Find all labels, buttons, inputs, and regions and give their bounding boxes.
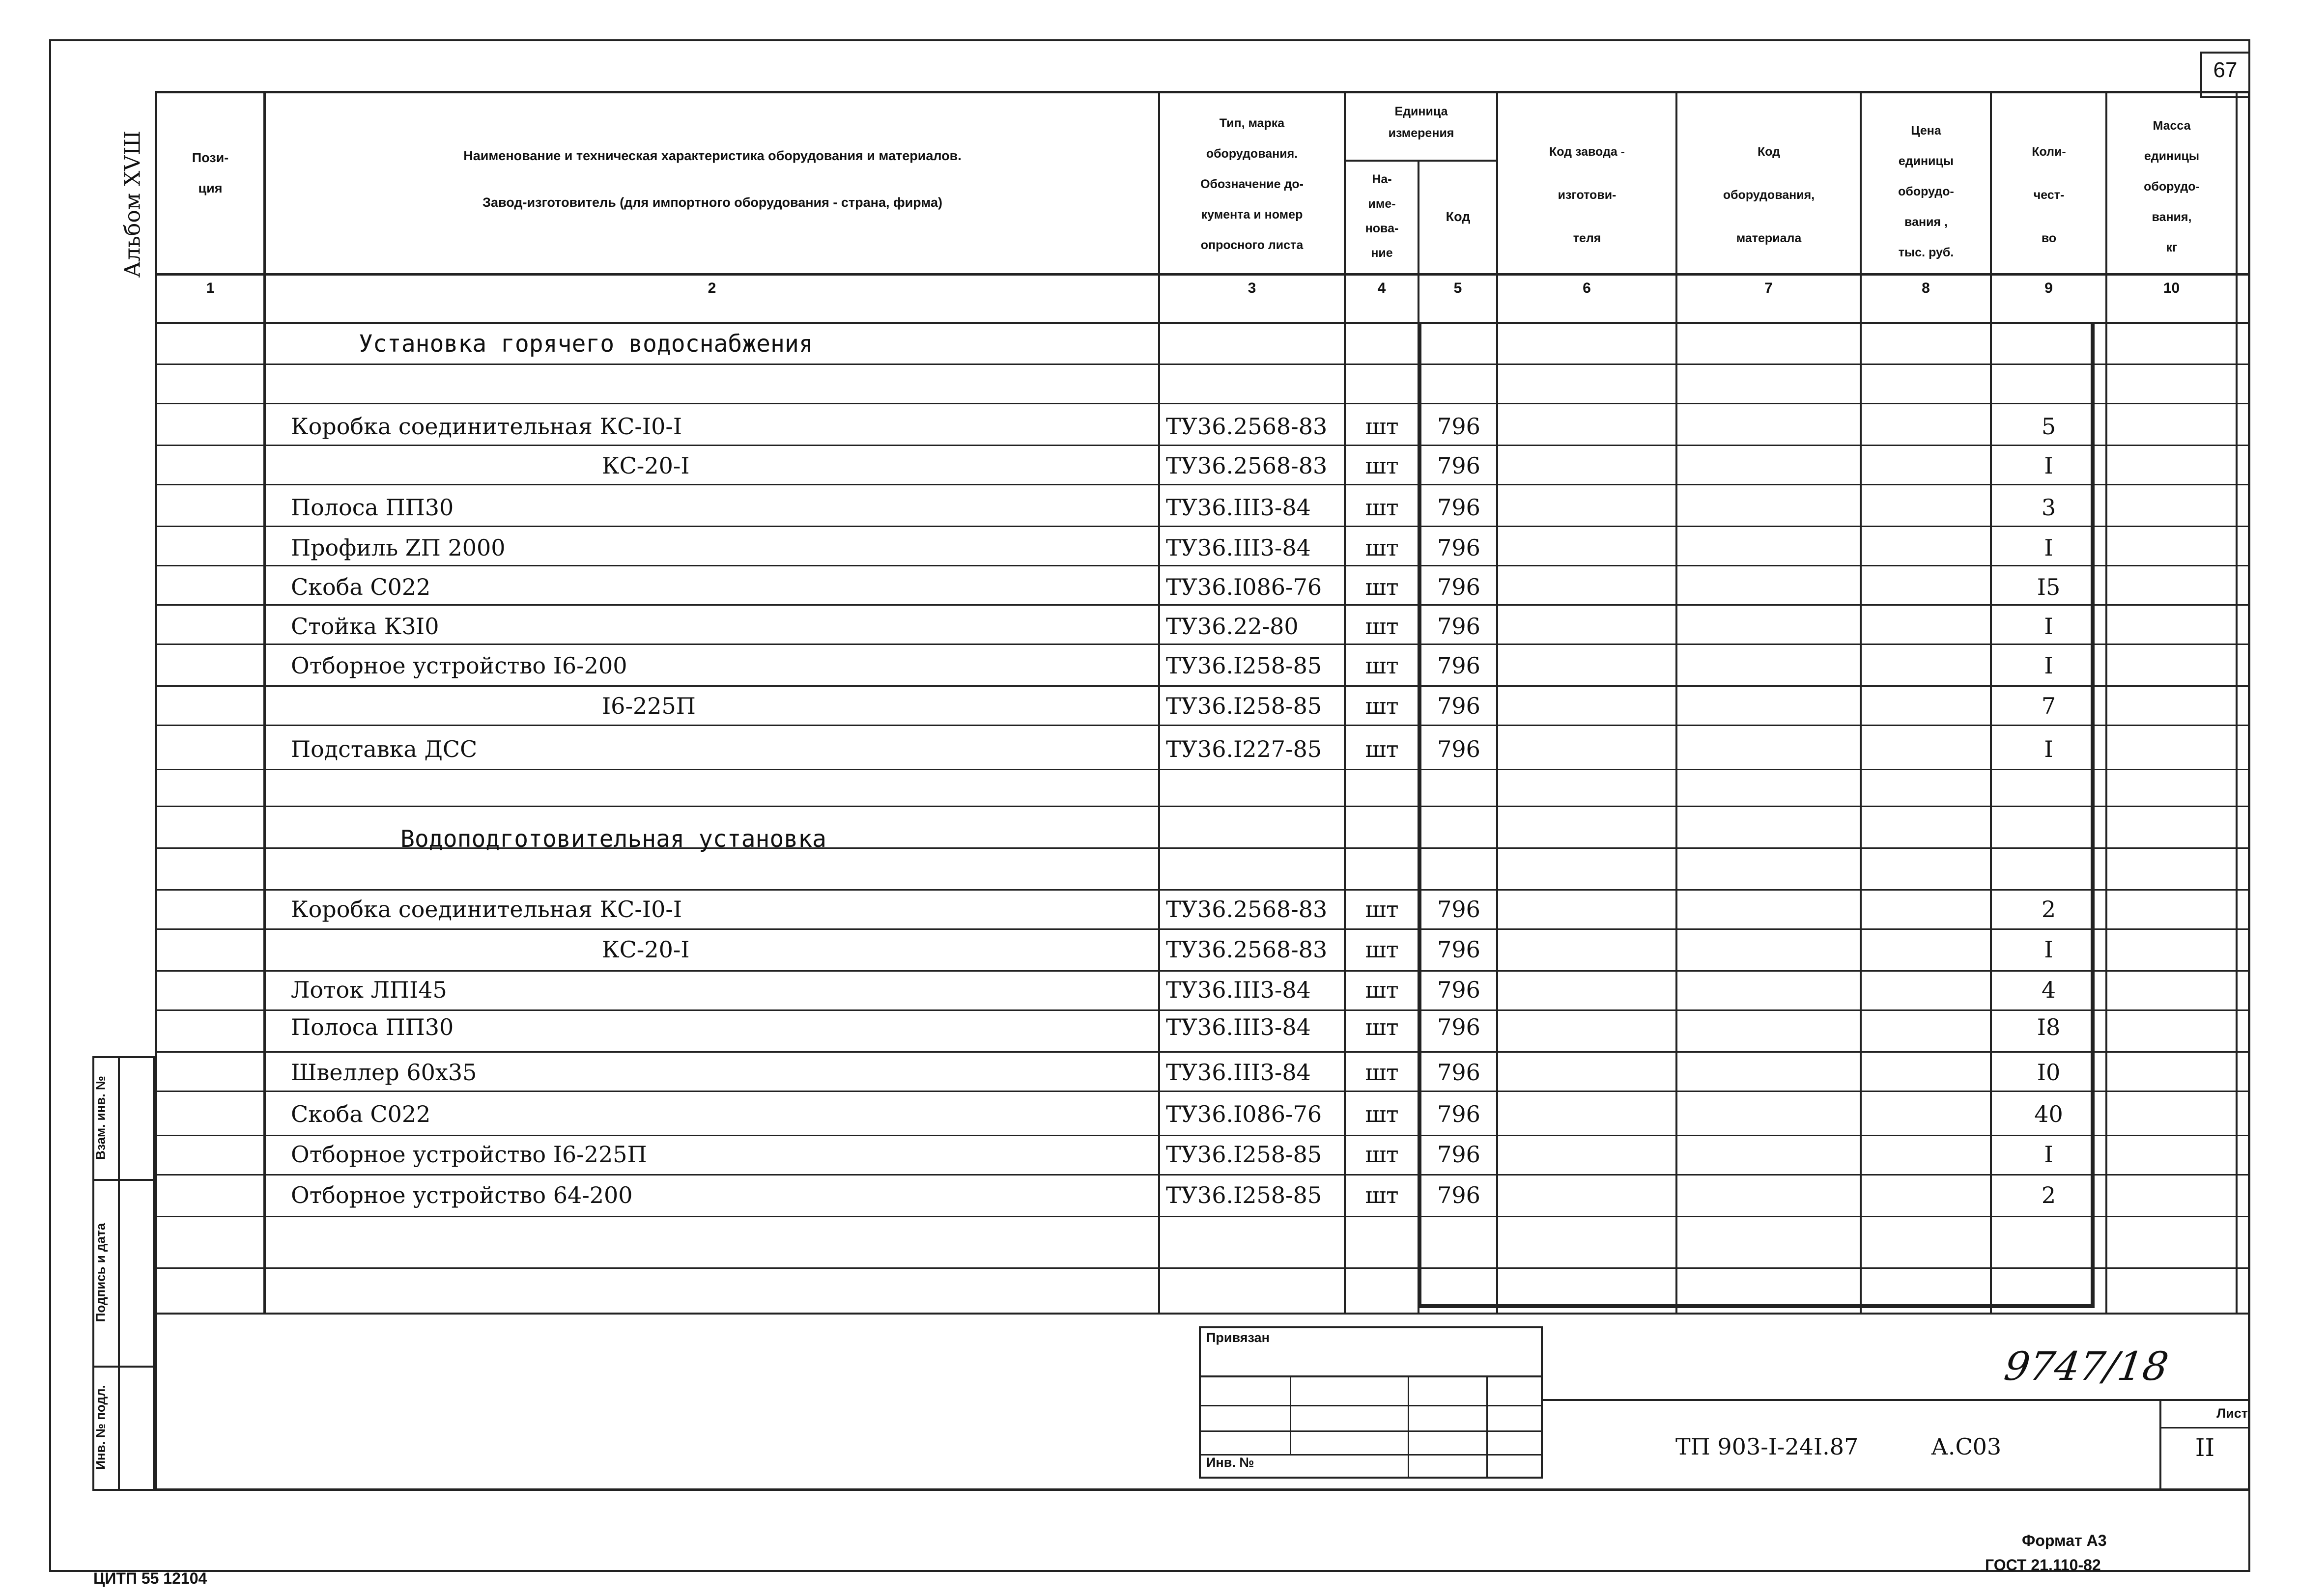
item-qty: I (2044, 452, 2053, 479)
item-qty: I5 (2037, 574, 2061, 600)
header-col10-line3: оборудо- (2144, 180, 2200, 194)
item-qty: I (2044, 613, 2053, 640)
item-code: 796 (1437, 736, 1480, 762)
colnum-5: 5 (1453, 280, 1462, 296)
header-col7-line2: оборудования, (1723, 188, 1815, 202)
item-doc: ТУ36.22-80 (1166, 613, 1299, 640)
item-name: I6-225П (602, 693, 696, 719)
item-qty: 40 (2034, 1101, 2063, 1127)
colnum-bottom-line (155, 322, 2250, 324)
item-qty: I (2044, 936, 2053, 963)
item-unit: шт (1365, 1101, 1399, 1127)
item-doc: ТУ36.I086-76 (1166, 1101, 1322, 1127)
privyazan-line-1 (1199, 1375, 1543, 1377)
item-qty: I (2044, 1141, 2053, 1168)
item-unit: шт (1365, 1182, 1399, 1208)
privyazan-line-2 (1199, 1405, 1543, 1406)
header-col6-line2: изготови- (1558, 188, 1617, 202)
item-doc: ТУ36.2568-83 (1166, 413, 1328, 440)
item-qty: 4 (2041, 977, 2056, 1003)
colnum-7: 7 (1764, 280, 1773, 296)
item-qty: 2 (2041, 1182, 2056, 1208)
item-doc: ТУ36.III3-84 (1166, 534, 1311, 561)
item-name: Скоба С022 (291, 574, 431, 600)
header-col8-line5: тыс. руб. (1898, 246, 1954, 259)
row-line (155, 484, 2250, 485)
album-label: Альбом ХVШ (120, 130, 145, 278)
item-name: Отборное устройство I6-225П (291, 1141, 647, 1168)
item-unit: шт (1365, 452, 1399, 479)
header-col4-line4: ние (1371, 246, 1393, 260)
item-name: Профиль ZП 2000 (291, 534, 506, 561)
item-doc: ТУ36.I258-85 (1166, 1141, 1322, 1168)
header-col10-line4: вания, (2152, 210, 2192, 224)
item-unit: шт (1365, 936, 1399, 963)
col-line-6 (1675, 91, 1677, 1314)
colnum-4: 4 (1377, 280, 1386, 296)
item-code: 796 (1437, 1014, 1480, 1040)
privyazan-vline-1 (1290, 1375, 1291, 1454)
item-code: 796 (1437, 413, 1480, 440)
item-name: Полоса ПП30 (291, 494, 454, 521)
sheet-number: II (2195, 1433, 2215, 1462)
header-col2-line1: Наименование и техническая характеристика оборудования и материалов. (463, 148, 962, 163)
col-line-2 (1158, 91, 1160, 1314)
colnum-2: 2 (708, 280, 716, 296)
header-col10-line2: единицы (2144, 149, 2200, 163)
row-line (155, 725, 2250, 726)
header-col4 (1346, 167, 1418, 265)
item-doc: ТУ36.III3-84 (1166, 494, 1311, 521)
header-col7-line1: Код (1757, 145, 1781, 159)
item-code: 796 (1437, 534, 1480, 561)
side-stamp-vline (118, 1056, 120, 1491)
header-col6-line1: Код завода - (1549, 145, 1625, 159)
header-col6 (1499, 130, 1675, 260)
header-col8-line3: оборудо- (1898, 185, 1954, 198)
item-unit: шт (1365, 1141, 1399, 1168)
row-line (155, 806, 2250, 807)
row-line (155, 970, 2250, 972)
privyazan-label: Привязан (1206, 1330, 1270, 1345)
col-line-10 (2236, 91, 2238, 1314)
header-col9-line1: Коли- (2032, 145, 2066, 159)
col-line-5 (1496, 91, 1498, 1314)
item-unit: шт (1365, 977, 1399, 1003)
item-code: 796 (1437, 693, 1480, 719)
header-col8-line2: единицы (1898, 154, 1954, 168)
header-col3-line4: кумента и номер (1201, 208, 1303, 222)
item-name: Стойка КЗI0 (291, 613, 439, 640)
item-code: 796 (1437, 494, 1480, 521)
item-unit: шт (1365, 693, 1399, 719)
row-line (155, 889, 2250, 891)
item-doc: ТУ36.2568-83 (1166, 896, 1328, 923)
header-col3-line3: Обозначение до- (1200, 177, 1304, 191)
side-stamp-podpis: Подпись и дата (93, 1223, 108, 1322)
row-line (155, 445, 2250, 446)
header-col3 (1161, 108, 1343, 260)
row-line (155, 1135, 2250, 1136)
header-col7-line3: материала (1736, 231, 1802, 245)
col-line-1 (263, 91, 266, 1314)
item-code: 796 (1437, 896, 1480, 923)
item-qty: I (2044, 534, 2053, 561)
item-unit: шт (1365, 494, 1399, 521)
item-doc: ТУ36.I258-85 (1166, 693, 1322, 719)
section-title-hot-water: Установка горячего водоснабжения (359, 330, 813, 358)
item-unit: шт (1365, 1059, 1399, 1086)
item-doc: ТУ36.I258-85 (1166, 652, 1322, 679)
item-name: Коробка соединительная КС-I0-I (291, 413, 682, 440)
item-code: 796 (1437, 452, 1480, 479)
row-line (155, 403, 2250, 404)
item-qty: I0 (2037, 1059, 2061, 1086)
item-code: 796 (1437, 1101, 1480, 1127)
item-name: КС-20-I (602, 936, 690, 963)
side-stamp-line-1 (92, 1179, 155, 1181)
item-qty: I (2044, 736, 2053, 762)
item-unit: шт (1365, 534, 1399, 561)
item-unit: шт (1365, 413, 1399, 440)
header-col4-line3: нова- (1365, 222, 1399, 235)
header-col2-line2: Завод-изготовитель (для импортного оборудования - страна, фирма) (482, 195, 942, 210)
row-line (155, 928, 2250, 930)
item-name: Лоток ЛПI45 (291, 977, 447, 1003)
header-col3-line1: Тип, марка (1219, 116, 1285, 130)
colnum-8: 8 (1922, 280, 1930, 296)
header-col9-line2: чест- (2033, 188, 2065, 202)
header-col1 (157, 142, 263, 203)
row-line (155, 526, 2250, 527)
header-unit-line1: Единица (1394, 105, 1448, 118)
item-name: Полоса ПП30 (291, 1014, 454, 1040)
header-col5: Код (1446, 209, 1471, 224)
side-stamp-inv: Инв. № подл. (93, 1385, 108, 1470)
header-col8-line1: Цена (1911, 124, 1941, 138)
item-code: 796 (1437, 574, 1480, 600)
item-unit: шт (1365, 652, 1399, 679)
sheet-box-left (2159, 1399, 2161, 1491)
item-name: КС-20-I (602, 452, 690, 479)
item-name: Скоба С022 (291, 1101, 431, 1127)
inv-no-label: Инв. № (1206, 1455, 1254, 1470)
item-qty: 7 (2041, 693, 2056, 719)
col-line-7 (1860, 91, 1862, 1314)
header-col1-line2: ция (198, 181, 223, 196)
item-unit: шт (1365, 896, 1399, 923)
sheet-box-mid (2159, 1427, 2250, 1428)
item-code: 796 (1437, 1141, 1480, 1168)
item-name: Подставка ДСС (291, 736, 478, 762)
item-unit: шт (1365, 1014, 1399, 1040)
header-col4-line2: име- (1368, 197, 1396, 211)
header-col10-line1: Масса (2153, 119, 2191, 133)
header-col6-line3: теля (1573, 231, 1601, 245)
inner-frame (155, 91, 2250, 1491)
row-line (155, 685, 2250, 687)
header-col2 (268, 133, 1157, 226)
header-col7 (1678, 130, 1860, 260)
header-col1-line1: Пози- (192, 150, 229, 165)
col-line-9 (2105, 91, 2107, 1314)
doc-part: А.С03 (1931, 1433, 2002, 1460)
item-doc: ТУ36.III3-84 (1166, 977, 1311, 1003)
section-title-water-treatment: Водоподготовительная установка (400, 825, 826, 853)
item-doc: ТУ36.2568-83 (1166, 452, 1328, 479)
row-line (155, 644, 2250, 645)
header-unit-line2: измерения (1388, 126, 1454, 140)
item-name: Отборное устройство 64-200 (291, 1182, 633, 1208)
table-thick-bottom (1418, 1304, 2095, 1308)
item-name: Коробка соединительная КС-I0-I (291, 896, 682, 923)
col-line-3 (1344, 91, 1346, 1314)
footer-left: ЦИТП 55 12104 (93, 1569, 207, 1587)
row-line (155, 565, 2250, 566)
header-col9-line3: во (2041, 231, 2057, 245)
row-line (155, 1267, 2250, 1269)
row-line (155, 1009, 2250, 1011)
item-qty: 3 (2041, 494, 2056, 521)
header-col3-line5: опросного листа (1200, 238, 1304, 252)
item-doc: ТУ36.I086-76 (1166, 574, 1322, 600)
privyazan-vline-3 (1486, 1375, 1488, 1479)
item-code: 796 (1437, 652, 1480, 679)
row-line (155, 604, 2250, 606)
colnum-6: 6 (1583, 280, 1591, 296)
row-line (155, 1091, 2250, 1092)
privyazan-vline-2 (1408, 1375, 1409, 1479)
unit-group-line (1344, 160, 1496, 162)
header-col4-line1: На- (1372, 172, 1392, 186)
colnum-1: 1 (206, 280, 215, 296)
header-col8 (1862, 115, 1990, 268)
footer-gost: ГОСТ 21.110-82 (1985, 1556, 2101, 1574)
item-unit: шт (1365, 613, 1399, 640)
row-line (155, 769, 2250, 770)
item-unit: шт (1365, 574, 1399, 600)
header-col3-line2: оборудования. (1206, 147, 1298, 161)
header-unit-group (1346, 101, 1496, 144)
row-line (155, 364, 2250, 365)
row-line (155, 1174, 2250, 1176)
item-qty: 2 (2041, 896, 2056, 923)
privyazan-line-3 (1199, 1430, 1543, 1432)
item-doc: ТУ36.I227-85 (1166, 736, 1322, 762)
colnum-9: 9 (2044, 280, 2053, 296)
side-stamp-vzam: Взам. инв. № (93, 1076, 108, 1160)
item-qty: I (2044, 652, 2053, 679)
item-code: 796 (1437, 1059, 1480, 1086)
row-line (155, 1216, 2250, 1217)
colnum-10: 10 (2163, 280, 2180, 296)
item-code: 796 (1437, 1182, 1480, 1208)
colnum-3: 3 (1248, 280, 1256, 296)
item-qty: I8 (2037, 1014, 2061, 1040)
item-code: 796 (1437, 613, 1480, 640)
item-doc: ТУ36.I258-85 (1166, 1182, 1322, 1208)
row-line (155, 1051, 2250, 1053)
item-doc: ТУ36.III3-84 (1166, 1059, 1311, 1086)
doc-code: ТП 903-I-24I.87 (1675, 1433, 1859, 1460)
item-doc: ТУ36.2568-83 (1166, 936, 1328, 963)
handwritten-number: 9747/18 (2001, 1344, 2171, 1389)
title-main-top-line (1543, 1399, 2250, 1401)
item-qty: 5 (2041, 413, 2056, 440)
header-col10 (2108, 111, 2236, 263)
item-code: 796 (1437, 936, 1480, 963)
item-doc: ТУ36.III3-84 (1166, 1014, 1311, 1040)
item-unit: шт (1365, 736, 1399, 762)
item-code: 796 (1437, 977, 1480, 1003)
header-col9 (1992, 130, 2105, 260)
header-col8-line4: вания , (1904, 215, 1948, 229)
header-bottom-line (155, 273, 2250, 276)
sheet-label: Лист (2216, 1406, 2248, 1421)
item-name: Отборное устройство I6-200 (291, 652, 627, 679)
header-col10-line5: кг (2166, 241, 2178, 254)
item-name: Швеллер 60х35 (291, 1059, 477, 1086)
footer-format: Формат А3 (2022, 1532, 2107, 1549)
col-line-4-thick (1418, 324, 1421, 1307)
table-bottom-line (155, 1313, 2250, 1315)
page-number: 67 (2213, 58, 2238, 82)
